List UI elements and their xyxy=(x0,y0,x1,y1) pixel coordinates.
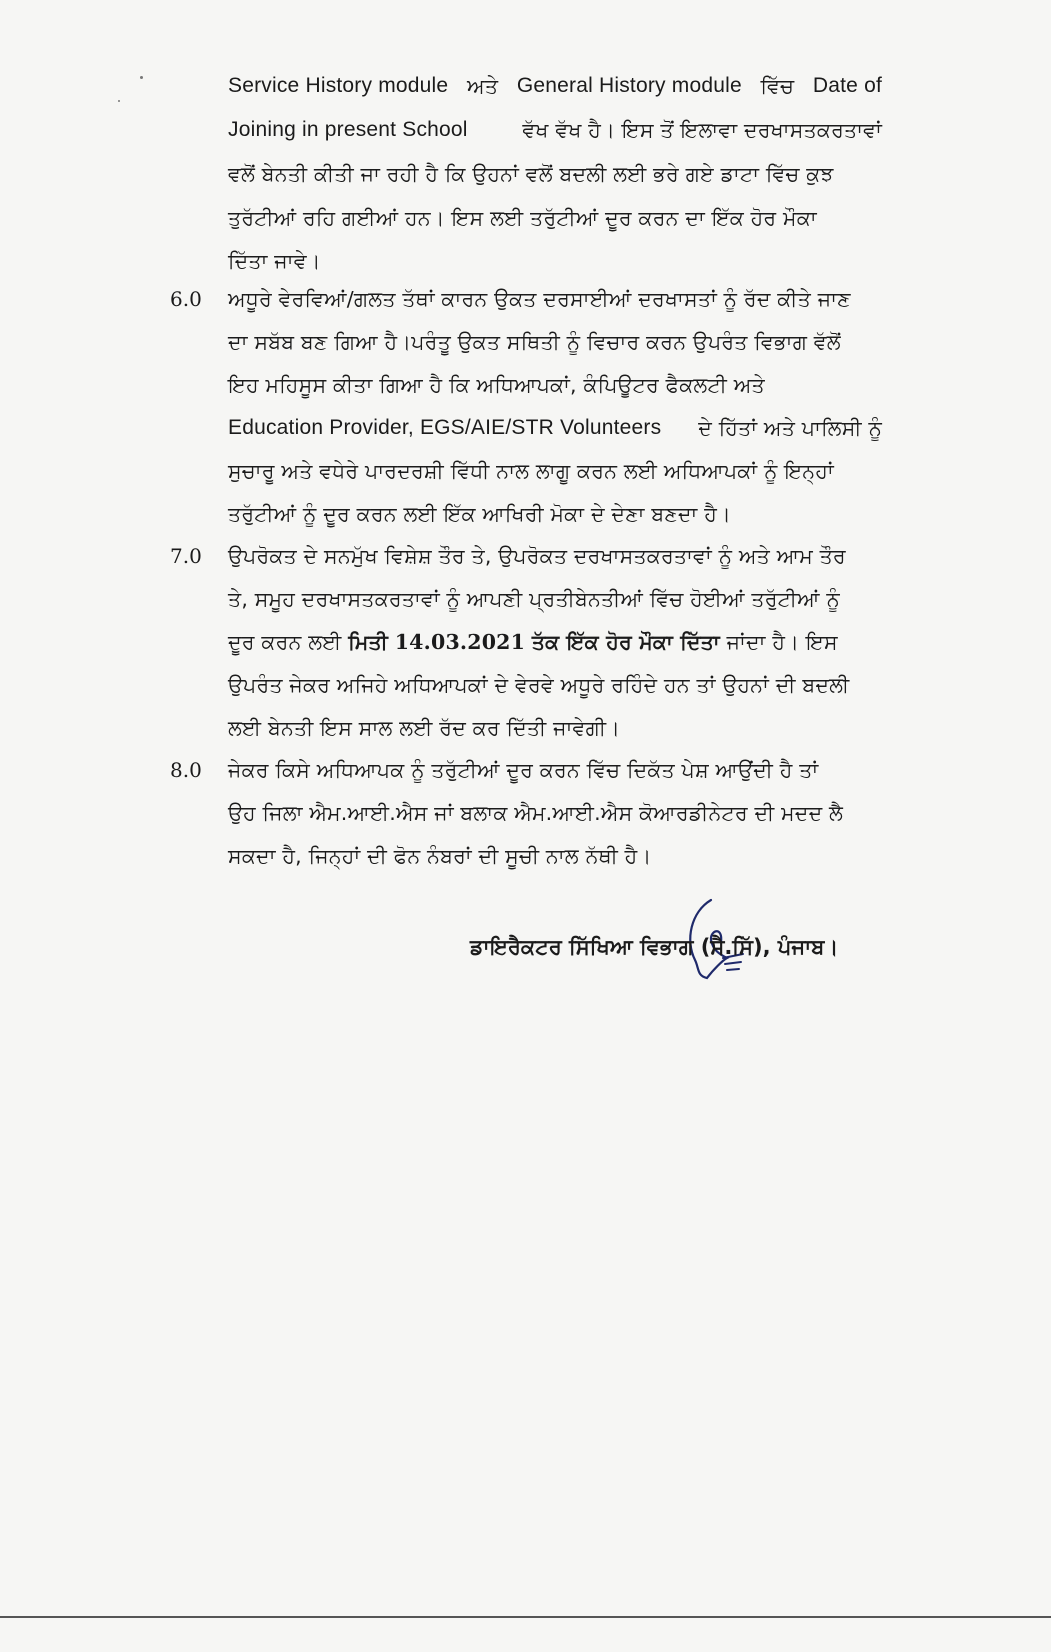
text-line: ਅਧੂਰੇ ਵੇਰਵਿਆਂ/ਗਲਤ ਤੱਥਾਂ ਕਾਰਨ ਉਕਤ ਦਰਸਾਈਆਂ ਦਰਖਾਸਤਾਂ ਨੂੰ ਰੱਦ ਕੀਤੇ ਜਾਣ xyxy=(228,287,851,311)
bold-fragment: ਤੱਕ ਇੱਕ ਹੋਰ ਮੌਕਾ ਦਿੱਤਾ xyxy=(531,630,720,654)
page-edge-rule xyxy=(0,1616,1051,1618)
text-line: ਉਪਰੋਕਤ ਦੇ ਸਨਮੁੱਖ ਵਿਸ਼ੇਸ਼ ਤੌਰ ਤੇ, ਉਪਰੋਕਤ ਦਰਖਾਸਤਕਰਤਾਵਾਂ ਨੂੰ ਅਤੇ ਆਮ ਤੌਰ xyxy=(228,544,846,568)
text-line: ਇਹ ਮਹਿਸੂਸ ਕੀਤਾ ਗਿਆ ਹੈ ਕਿ ਅਧਿਆਪਕਾਂ, ਕੰਪਿਊਟਰ ਫੈਕਲਟੀ ਅਤੇ xyxy=(228,373,765,397)
scan-speck xyxy=(118,100,120,102)
scan-speck xyxy=(140,76,143,79)
text-line: ਜੇਕਰ ਕਿਸੇ ਅਧਿਆਪਕ ਨੂੰ ਤਰੁੱਟੀਆਂ ਦੂਰ ਕਰਨ ਵਿੱਚ ਦਿਕੱਤ ਪੇਸ਼ ਆਉਂਦੀ ਹੈ ਤਾਂ xyxy=(228,758,819,782)
text-line: ਤੇ, ਸਮੂਹ ਦਰਖਾਸਤਕਰਤਾਵਾਂ ਨੂੰ ਆਪਣੀ ਪ੍ਰਤੀਬੇਨਤੀਆਂ ਵਿੱਚ ਹੋਈਆਂ ਤਰੁੱਟੀਆਂ ਨੂੰ xyxy=(228,587,840,611)
bold-fragment: ਮਿਤੀ xyxy=(348,630,388,654)
signatory-designation: ਡਾਇਰੈਕਟਰ ਸਿੱਖਿਆ ਵਿਭਾਗ (ਸੈ.ਸਿੱ), ਪੰਜਾਬ। xyxy=(470,935,839,959)
text-fragment: Date of xyxy=(812,74,882,97)
text-fragment: ਵਿੱਚ xyxy=(760,74,795,98)
text-line xyxy=(228,115,882,145)
text-line: ਤੁਰੱਟੀਆਂ ਰਹਿ ਗਈਆਂ ਹਨ। ਇਸ ਲਈ ਤਰੁੱਟੀਆਂ ਦੂਰ ਕਰਨ ਦਾ ਇੱਕ ਹੋਰ ਮੌਕਾ xyxy=(228,206,817,230)
paragraph-number: 7.0 xyxy=(170,544,202,568)
text-line: ਤਰੁੱਟੀਆਂ ਨੂੰ ਦੂਰ ਕਰਨ ਲਈ ਇੱਕ ਆਖਿਰੀ ਮੋਕਾ ਦੇ ਦੇਣਾ ਬਣਦਾ ਹੈ। xyxy=(228,502,732,526)
text-line: ਸੁਚਾਰੂ ਅਤੇ ਵਧੇਰੇ ਪਾਰਦਰਸ਼ੀ ਵਿੱਧੀ ਨਾਲ ਲਾਗੂ ਕਰਨ ਲਈ ਅਧਿਆਪਕਾਂ ਨੂੰ ਇਨ੍ਹਾਂ xyxy=(228,459,834,483)
text-fragment: Education Provider, EGS/AIE/STR Volunteers xyxy=(228,416,662,439)
text-fragment: ਦੇ ਹਿੱਤਾਂ ਅਤੇ ਪਾਲਿਸੀ ਨੂੰ xyxy=(698,416,882,440)
text-fragment: Joining in present School xyxy=(228,118,468,141)
text-fragment: ਵੱਖ ਵੱਖ ਹੈ। ਇਸ ਤੋਂ ਇਲਾਵਾ ਦਰਖਾਸਤਕਰਤਾਵਾਂ xyxy=(522,118,882,142)
text-fragment: ਦੂਰ ਕਰਨ ਲਈ xyxy=(228,630,342,654)
text-line: ਸਕਦਾ ਹੈ, ਜਿਨ੍ਹਾਂ ਦੀ ਫੋਨ ਨੰਬਰਾਂ ਦੀ ਸੂਚੀ ਨਾਲ ਨੱਥੀ ਹੈ। xyxy=(228,844,652,868)
deadline-date: 14.03.2021 xyxy=(394,630,526,654)
text-line: ਦਾ ਸਬੱਬ ਬਣ ਗਿਆ ਹੈ।ਪਰੰਤੂ ਉਕਤ ਸਥਿਤੀ ਨੂੰ ਵਿਚਾਰ ਕਰਨ ਉਪਰੰਤ ਵਿਭਾਗ ਵੱਲੋਂ xyxy=(228,330,841,354)
text-line: ਵਲੋਂ ਬੇਨਤੀ ਕੀਤੀ ਜਾ ਰਹੀ ਹੈ ਕਿ ਉਹਨਾਂ ਵਲੋਂ ਬਦਲੀ ਲਈ ਭਰੇ ਗਏ ਡਾਟਾ ਵਿੱਚ ਕੁਝ xyxy=(228,162,834,186)
text-line: ਦਿੱਤਾ ਜਾਵੇ। xyxy=(228,249,321,273)
text-fragment: General History module xyxy=(516,74,742,97)
paragraph-number: 8.0 xyxy=(170,758,202,782)
text-fragment: ਅਤੇ xyxy=(467,74,499,98)
text-line xyxy=(228,627,838,657)
text-fragment: ਜਾਂਦਾ ਹੈ। ਇਸ xyxy=(726,630,838,654)
text-line xyxy=(228,413,882,443)
text-line xyxy=(228,71,882,101)
text-line: ਲਈ ਬੇਨਤੀ ਇਸ ਸਾਲ ਲਈ ਰੱਦ ਕਰ ਦਿੱਤੀ ਜਾਵੇਗੀ। xyxy=(228,716,621,740)
text-fragment: Service History module xyxy=(228,74,449,97)
text-line: ਉਪਰੰਤ ਜੇਕਰ ਅਜਿਹੇ ਅਧਿਆਪਕਾਂ ਦੇ ਵੇਰਵੇ ਅਧੂਰੇ ਰਹਿੰਦੇ ਹਨ ਤਾਂ ਉਹਨਾਂ ਦੀ ਬਦਲੀ xyxy=(228,673,850,697)
text-line: ਉਹ ਜਿਲਾ ਐਮ.ਆਈ.ਐਸ ਜਾਂ ਬਲਾਕ ਐਮ.ਆਈ.ਐਸ ਕੋਆਰਡੀਨੇਟਰ ਦੀ ਮਦਦ ਲੈ xyxy=(228,801,844,825)
paragraph-number: 6.0 xyxy=(170,287,202,311)
